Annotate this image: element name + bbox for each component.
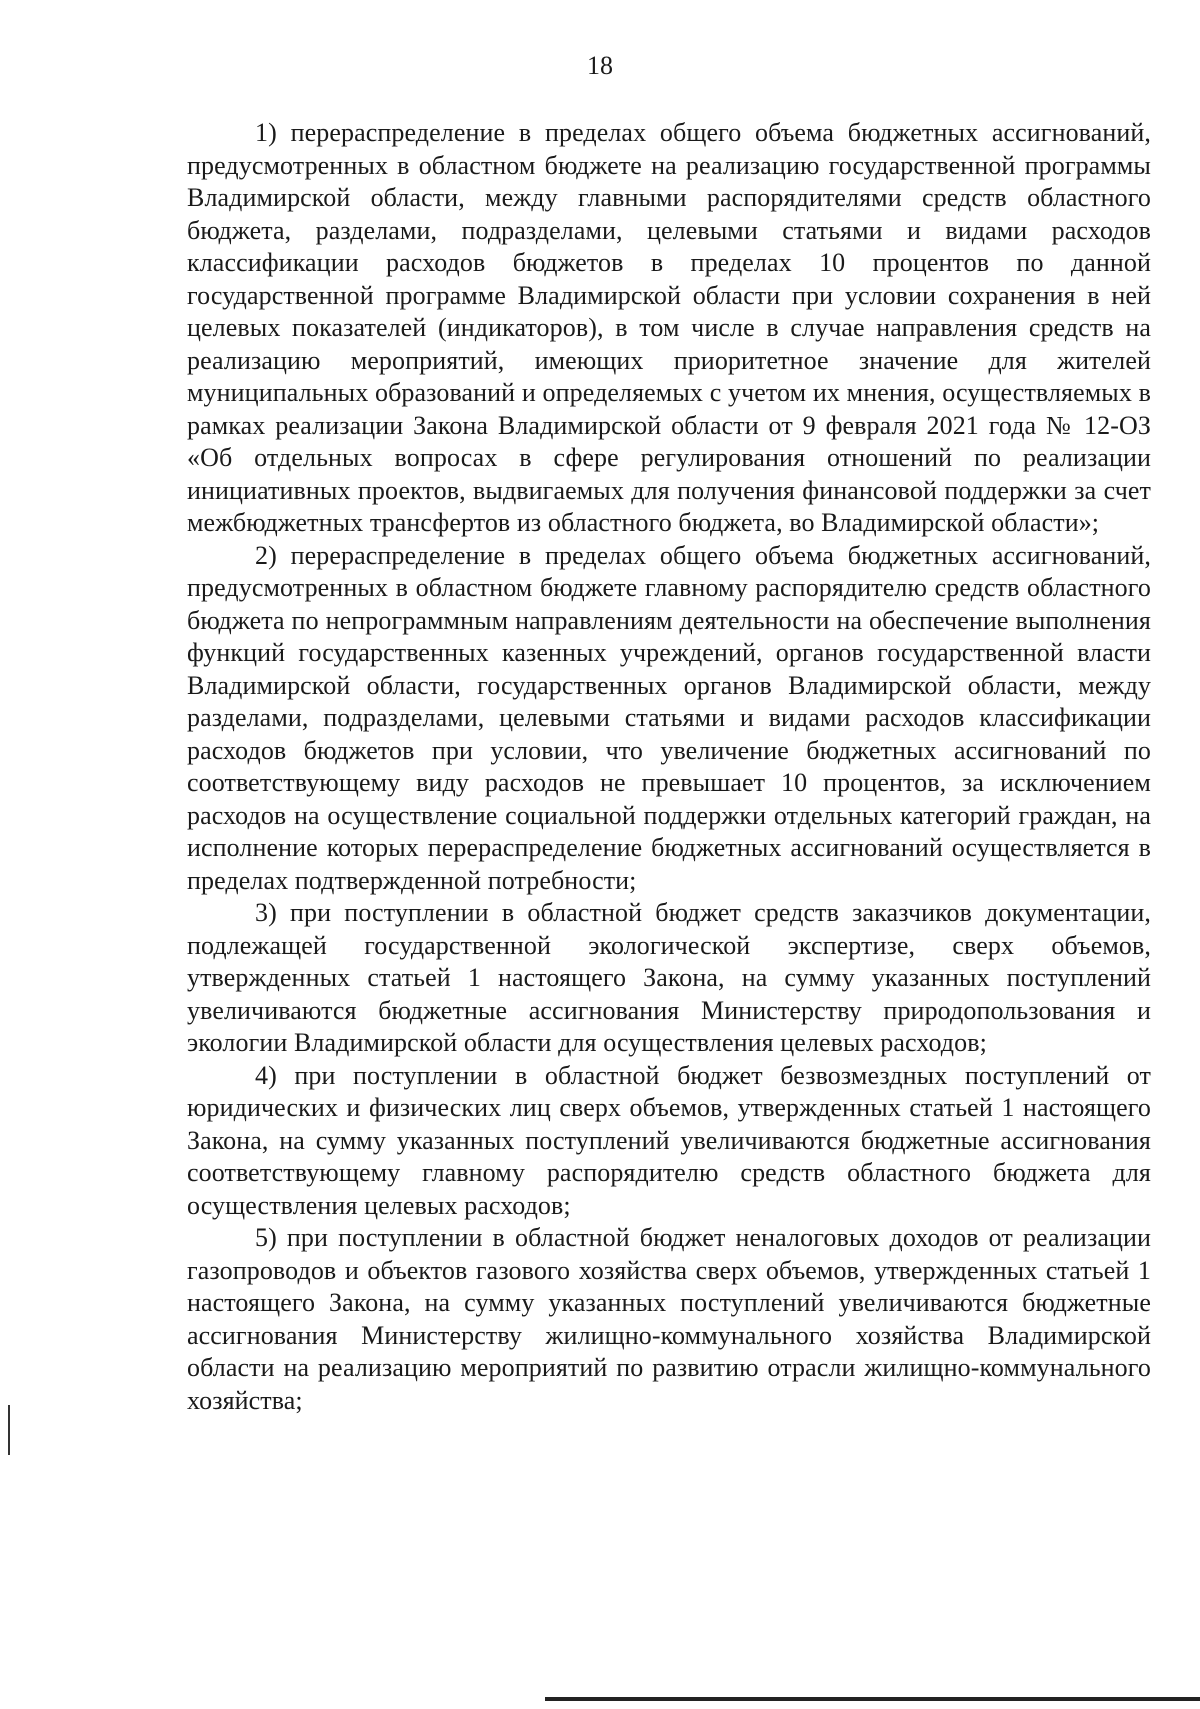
list-item-2: 2) перераспределение в пределах общего объема бюджетных ассигнований, предусмотренных в областном бюджете главному распорядителю средств областного бюджета по непрограммным направлениям деятельности на обеспечение выполнения функций государственных казенных учреждений, органов государственной власти Владимирской области, государственных органов Владимирской области, между разделами, подразделами, целевыми статьями и видами расходов классификации расходов бюджетов при условии, что увеличение бюджетных ассигнований по соответствующему виду расходов не превышает 10 процентов, за исключением расходов на осуществление социальной поддержки отдельных категорий граждан, на исполнение которых перераспределение бюджетных ассигнований осуществляется в пределах подтвержденной потребности; xyxy=(187,540,1151,895)
scan-margin-mark xyxy=(8,1405,10,1455)
list-item-5: 5) при поступлении в областной бюджет неналоговых доходов от реализации газопроводов и объектов газового хозяйства сверх объемов, утвержденных статьей 1 настоящего Закона, на сумму указанных поступлений увеличиваются бюджетные ассигнования Министерству жилищно-коммунального хозяйства Владимирской области на реализацию мероприятий по развитию отрасли жилищно-коммунального хозяйства; xyxy=(187,1223,1151,1415)
list-item-1: 1) перераспределение в пределах общего объема бюджетных ассигнований, предусмотренных в областном бюджете на реализацию государственной программы Владимирской области, между главными распорядителями средств областного бюджета, разделами, подразделами, целевыми статьями и видами расходов классификации расходов бюджетов в пределах 10 процентов по данной государственной программе Владимирской области при условии сохранения в ней целевых показателей (индикаторов), в том числе в случае направления средств на реализацию мероприятий, имеющих приоритетное значение для жителей муниципальных образований и определяемых с учетом их мнения, осуществляемых в рамках реализации Закона Владимирской области от 9 февраля 2021 года № 12-ОЗ «Об отдельных вопросах в сфере регулирования отношений по реализации инициативных проектов, выдвигаемых для получения финансовой поддержки за счет межбюджетных трансфертов из областного бюджета, во Владимирской области»; xyxy=(187,118,1151,537)
list-item-3: 3) при поступлении в областной бюджет средств заказчиков документации, подлежащей государственной экологической экспертизе, сверх объемов, утвержденных статьей 1 настоящего Закона, на сумму указанных поступлений увеличиваются бюджетные ассигнования Министерству природопользования и экологии Владимирской области для осуществления целевых расходов; xyxy=(187,898,1151,1057)
bottom-rule xyxy=(545,1697,1200,1701)
list-item-4: 4) при поступлении в областной бюджет безвозмездных поступлений от юридических и физических лиц сверх объемов, утвержденных статьей 1 настоящего Закона, на сумму указанных поступлений увеличиваются бюджетные ассигнования соответствующему главному распорядителю средств областного бюджета для осуществления целевых расходов; xyxy=(187,1060,1151,1220)
page-number: 18 xyxy=(587,51,613,80)
document-body xyxy=(187,117,1151,1417)
